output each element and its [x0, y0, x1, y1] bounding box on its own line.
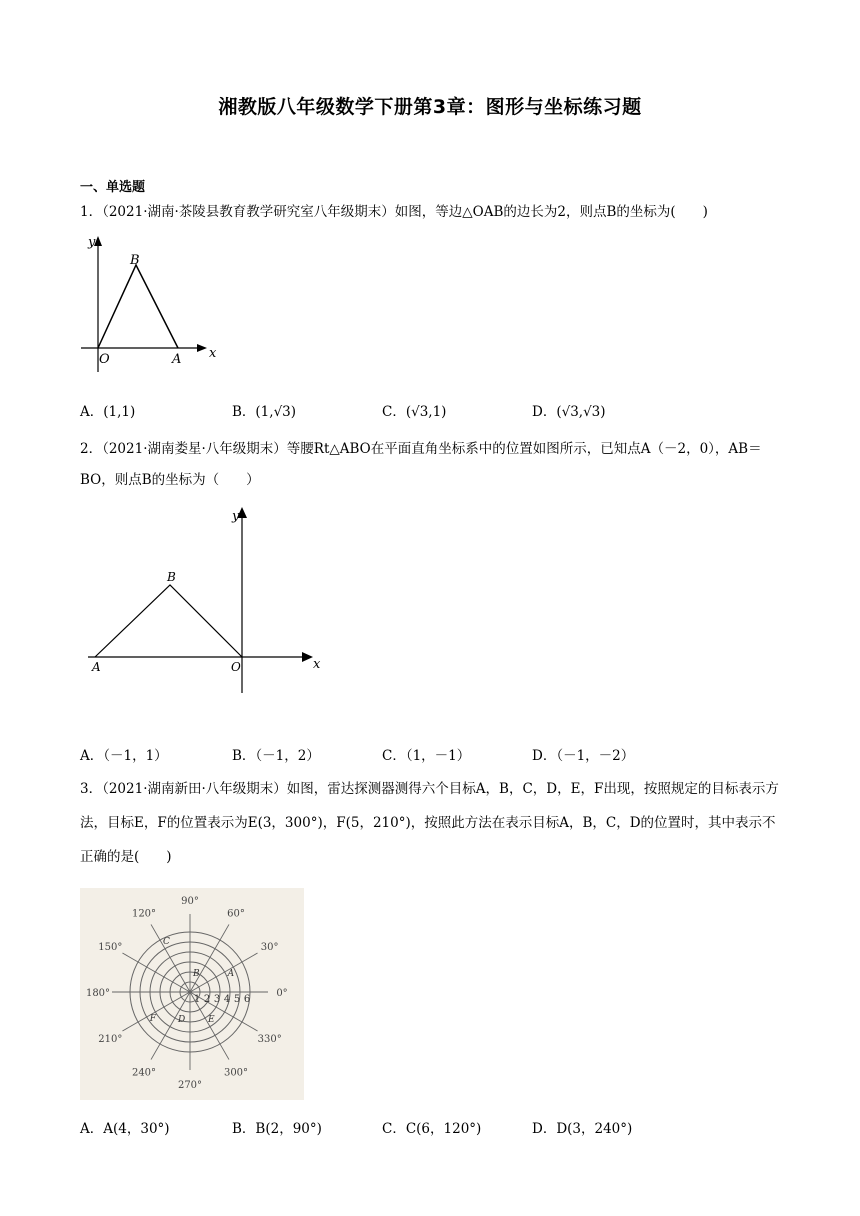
- q2-x-arrow: [302, 652, 313, 662]
- q1-label-o: O: [99, 352, 110, 367]
- radar-angle-label-90: 90°: [181, 896, 199, 907]
- radar-angle-label-150: 150°: [98, 942, 123, 953]
- q1-option-d[interactable]: D．(√3,√3): [532, 404, 606, 420]
- radar-target-c: C: [163, 937, 170, 948]
- radar-target-a: A: [227, 969, 235, 979]
- radar-spoke-60: [190, 924, 229, 992]
- q1-option-c[interactable]: C．(√3,1): [382, 404, 447, 420]
- radar-angle-label-0: 0°: [276, 988, 288, 999]
- q2-label-x: x: [313, 657, 321, 672]
- radar-angle-label-210: 210°: [98, 1034, 123, 1045]
- q2-option-c[interactable]: C．（1，－1）: [382, 748, 471, 764]
- q3-option-b[interactable]: B．B(2，90°): [232, 1121, 322, 1137]
- radar-angle-label-120: 120°: [131, 908, 157, 920]
- q2-label-a: A: [92, 660, 101, 674]
- q3-radar-figure: [80, 888, 304, 1100]
- question-2-text: 2．（2021·湖南娄星·八年级期末）等腰Rt△ABO在平面直角坐标系中的位置如图所示，已知点A（－2，0），AB＝BO，则点B的坐标为（ ）: [80, 441, 762, 488]
- radar-ring-label-3: 3: [213, 994, 221, 1005]
- radar-ring-label-6: 6: [243, 994, 251, 1005]
- q1-label-a: A: [172, 352, 182, 367]
- radar-angle-label-270: 270°: [177, 1080, 203, 1091]
- q2-label-o: O: [231, 660, 241, 674]
- radar-target-b: B: [193, 969, 200, 979]
- radar-ring-label-5: 5: [233, 994, 241, 1005]
- question-1-text: 1．（2021·湖南·茶陵县教育教学研究室八年级期末）如图，等边△OAB的边长为2，则点B的坐标为( ): [80, 204, 708, 220]
- question-3-text: 3．（2021·湖南新田·八年级期末）如图，雷达探测器测得六个目标A，B，C，D，E，F出现，按照规定的目标表示方法，目标E，F的位置表示为E(3，300°)，F(5，210°)，按照此方法在表示目标A，B，C，D的位置时，其中表示不正确的是( ): [80, 781, 779, 865]
- q1-option-b[interactable]: B．(1,√3): [232, 404, 297, 420]
- radar-spokes: [112, 914, 268, 1070]
- section-heading: 一、单选题: [80, 180, 146, 195]
- radar-ring-label-4: 4: [223, 994, 231, 1005]
- radar-spoke-240: [151, 992, 190, 1060]
- q1-label-x: x: [209, 346, 217, 361]
- radar-target-e: E: [208, 1014, 215, 1025]
- radar-ring-label-1: 1: [193, 994, 201, 1005]
- q3-option-d[interactable]: D．D(3，240°): [532, 1121, 633, 1137]
- radar-ring-label-2: 2: [203, 994, 211, 1005]
- radar-angle-label-30: 30°: [260, 942, 279, 953]
- q1-figure: [78, 232, 228, 377]
- q2-figure: [85, 503, 335, 698]
- q2-label-y: y: [232, 509, 240, 524]
- q2-option-d[interactable]: D．（－1，－2）: [532, 748, 635, 764]
- q2-triangle: [95, 585, 242, 657]
- q1-triangle: [98, 265, 178, 348]
- q3-option-c[interactable]: C．C(6，120°): [382, 1121, 482, 1137]
- radar-spoke-210: [122, 992, 190, 1031]
- q1-label-b: B: [130, 253, 140, 268]
- radar-spoke-120: [151, 924, 190, 992]
- q1-label-y: y: [88, 235, 96, 250]
- radar-target-d: D: [178, 1014, 186, 1025]
- radar-angle-label-240: 240°: [131, 1067, 157, 1079]
- q3-option-a[interactable]: A．A(4，30°): [80, 1121, 170, 1137]
- radar-target-f: F: [149, 1014, 156, 1024]
- radar-angle-label-60: 60°: [227, 908, 245, 920]
- radar-angle-label-180: 180°: [85, 988, 111, 999]
- radar-spoke-150: [122, 953, 190, 992]
- radar-angle-label-300: 300°: [223, 1067, 249, 1079]
- q2-label-b: B: [167, 570, 176, 584]
- q1-x-arrow: [197, 344, 207, 352]
- q2-option-a[interactable]: A．（－1，1）: [80, 748, 168, 764]
- q2-option-b[interactable]: B．（－1，2）: [232, 748, 320, 764]
- page-title: 湘教版八年级数学下册第3章：图形与坐标练习题: [218, 96, 642, 118]
- radar-angle-label-330: 330°: [257, 1034, 282, 1045]
- q1-option-a[interactable]: A．(1,1): [80, 404, 136, 420]
- radar-spoke-30: [190, 953, 258, 992]
